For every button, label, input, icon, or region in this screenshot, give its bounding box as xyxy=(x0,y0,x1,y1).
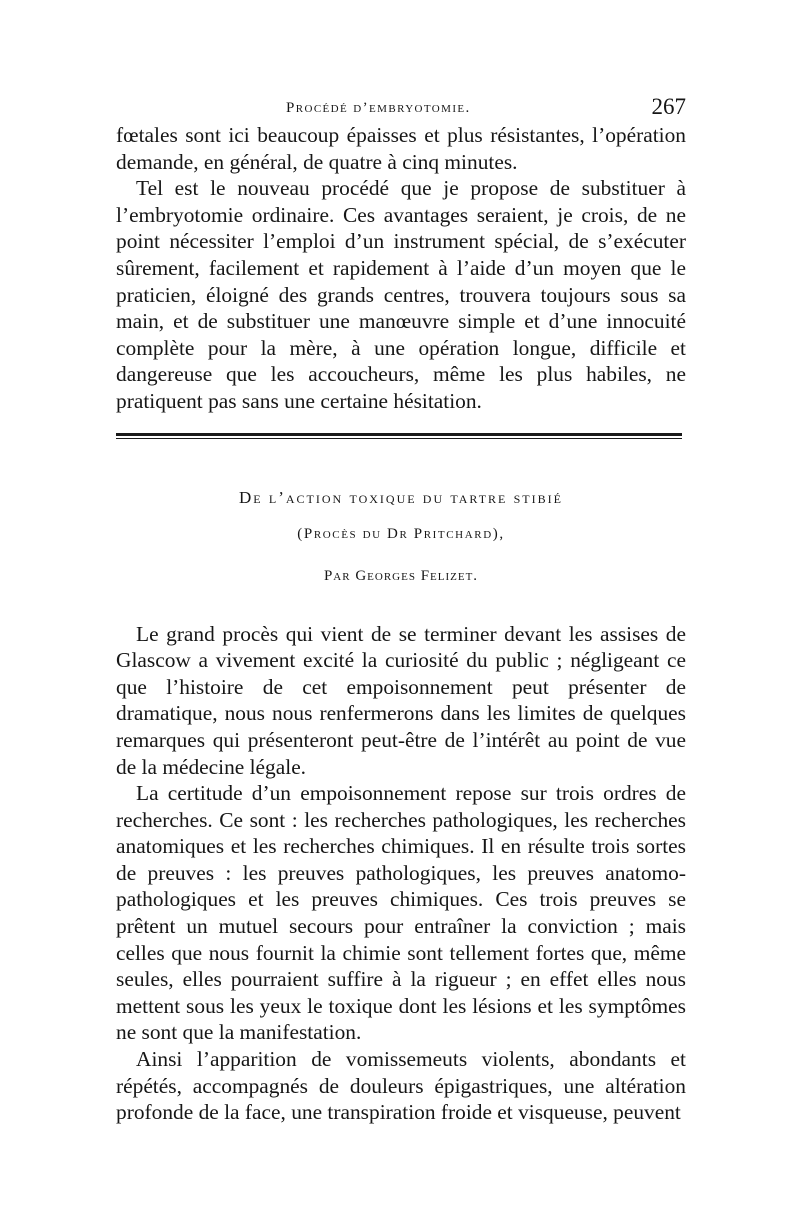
previous-article-text xyxy=(116,122,686,415)
paragraph: Ainsi l’apparition de vomissemeuts violents, abondants et répétés, accompagnés de douleurs épigastriques, une altération profonde de la face, une transpiration froide et visqueuse, peuvent xyxy=(116,1047,686,1125)
paragraph: fœtales sont ici beaucoup épaisses et plus résistantes, l’opération demande, en général, de quatre à cinq minutes. xyxy=(116,123,686,174)
divider-thick-rule xyxy=(116,433,682,436)
article-byline: Par Georges Felizet. xyxy=(323,567,479,584)
running-head-title: Procédé d’embryotomie. xyxy=(286,100,471,116)
article-subtitle: (Procès du Dr Pritchard), xyxy=(297,525,505,542)
divider-thin-rule xyxy=(116,438,682,439)
article-body xyxy=(116,621,686,1126)
paragraph: Le grand procès qui vient de se terminer devant les assises de Glascow a vivement excité la curiosité du public ; négligeant ce que l’histoire de cet empoisonnement peut présenter de dramatique, nous nous renfermerons dans les limites de quelques remarques qui présenteront peut-être de l’intérêt au point de vue de la médecine légale. xyxy=(116,621,686,779)
running-head xyxy=(116,94,686,122)
paragraph: Tel est le nouveau procédé que je propose de substituer à l’embryotomie ordinaire. Ces avantages seraient, je crois, de ne point nécessiter l’emploi d’un instrument spécial, de s’exécuter sûrement, facilement et rapidement à l’aide d’un moyen que le praticien, éloigné des grands centres, trouvera toujours sous sa main, et de substituer une manœuvre simple et d’une innocuité complète pour la mère, à une opération longue, difficile et dangereuse que les accoucheurs, même les plus habiles, ne pratiquent pas sans une certaine hésitation. xyxy=(116,176,686,413)
article-title: De l’action toxique du tartre stibié xyxy=(239,487,563,507)
book-page xyxy=(116,94,686,1126)
paragraph: La certitude d’un empoisonnement repose sur trois ordres de recherches. Ce sont : les recherches pathologiques, les recherches anatomiques et les recherches chimiques. Il en résulte trois sortes de preuves : les preuves pathologiques, les preuves anatomo-pathologiques et les preuves chimiques. Ces trois preuves se prêtent un mutuel secours pour entraîner la conviction ; mais celles que nous fournit la chimie sont tellement fortes que, même seules, elles pourraient suffire à la rigueur ; en effet elles nous mettent sous les yeux le toxique dont les lésions et les symptômes ne sont que la manifestation. xyxy=(116,781,686,1045)
page-number: 267 xyxy=(651,94,686,119)
section-divider xyxy=(116,433,682,440)
